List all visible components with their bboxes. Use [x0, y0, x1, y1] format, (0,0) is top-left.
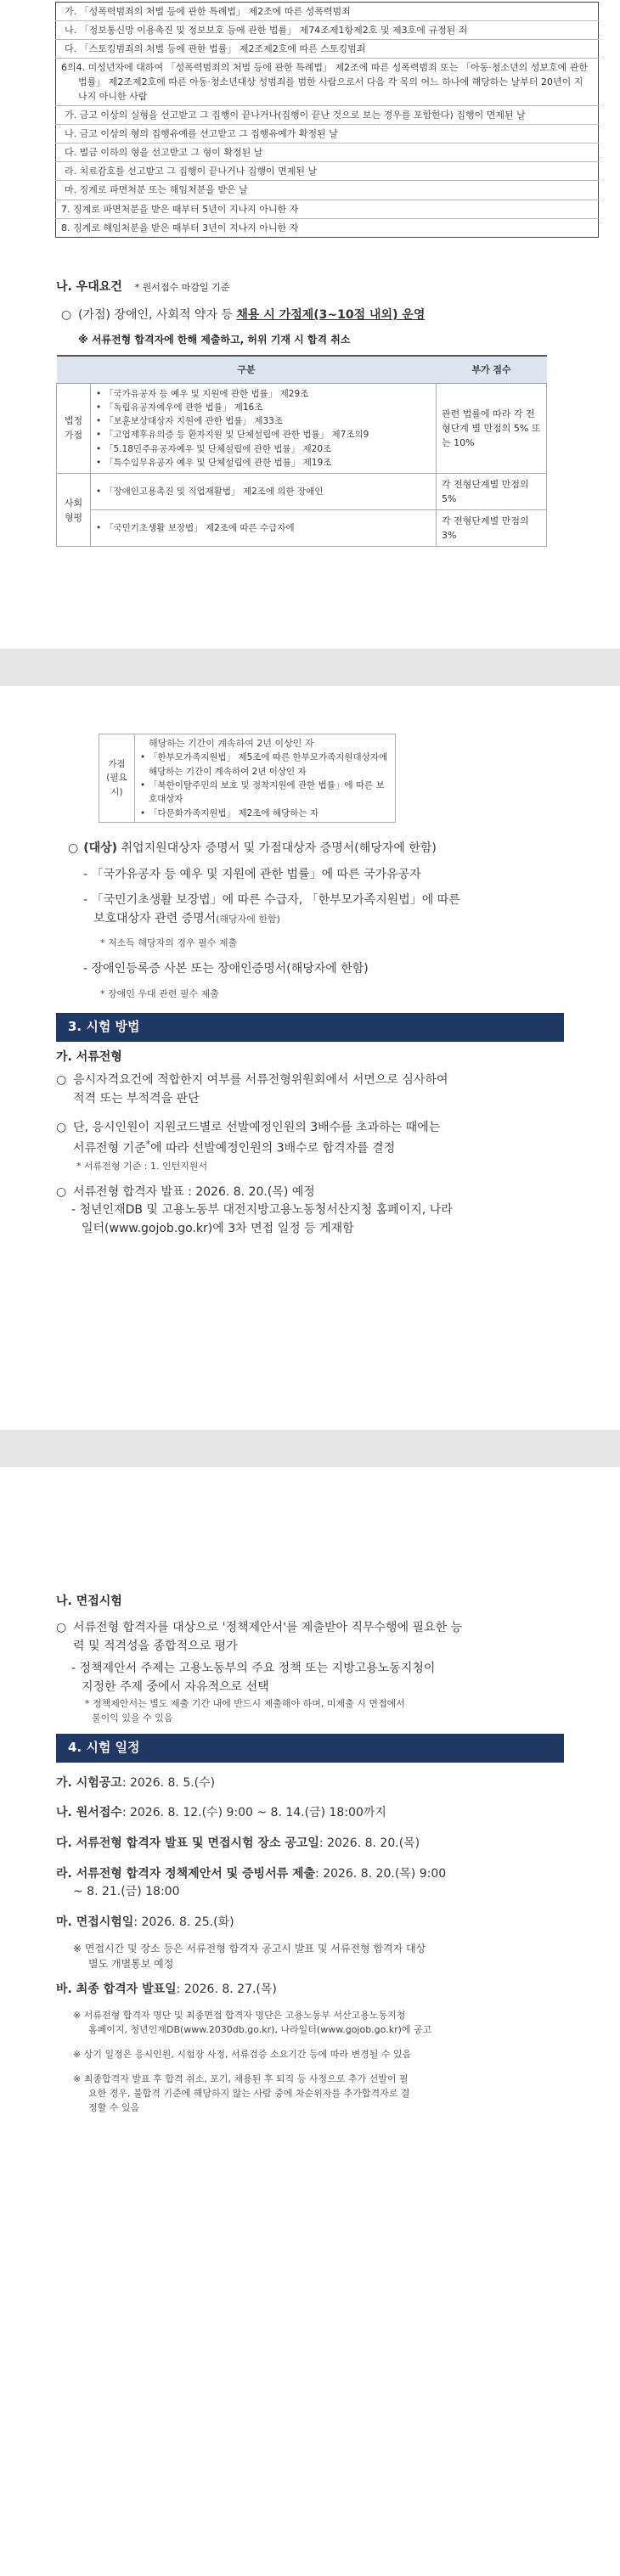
bonus-item: • 「특수임무유공자 예우 및 단체설립에 관한 법률」 제19조	[96, 456, 431, 470]
bonus-item: 해당하는 기간이 계속하여 2년 이상인 자	[149, 738, 314, 750]
schedule-note: 별도 개별통보 예정	[88, 1958, 174, 1971]
preference-line	[61, 307, 620, 325]
paragraph	[56, 1184, 620, 1202]
circle-bullet-icon: ○	[56, 1120, 67, 1134]
preference-heading-note: * 원서접수 마감일 기준	[134, 281, 230, 293]
target-sub: - 장애인등록증 사본 또는 장애인증명서(해당자에 한함)	[83, 961, 369, 976]
dq-row: 6의4. 미성년자에 대하여 「성폭력범죄의 처벌 등에 관한 특례법」 제2조에 따른 성폭력범죄 또는 「아동·청소년의 성보호에 관한 법률」 제2조제2호에 따른 아동·청소년대상 성범죄를 범한 사람으로서 다음 각 목의 어느 하나에 해당하는 날부터 20년이 지나지 아니한 사람	[56, 59, 599, 106]
target-sub: - 「국민기초생활 보장법」에 따른 수급자, 「한부모가족지원법」에 따른	[83, 893, 460, 908]
bonus-item: • 「북한이탈주민의 보호 및 정착지원에 관한 법률」에 따른 보호대상자	[140, 779, 390, 807]
paragraph-text: 서류전형 합격자를 대상으로 '정책제안서'를 제출받아 직무수행에 필요한 능	[73, 1621, 463, 1635]
page-break	[0, 1430, 620, 1467]
dq-row: 다. 「스토킹범죄의 처벌 등에 관한 법률」 제2조제2호에 따른 스토킹범죄	[56, 40, 599, 59]
preference-note: ※ 서류전형 합격자에 한해 제출하고, 허위 기재 시 합격 취소	[78, 333, 351, 346]
target-sub	[93, 910, 620, 929]
circle-bullet-icon: ○	[56, 1621, 67, 1635]
bonus-item: • 「다문화가족지원법」 제2조에 해당하는 자	[140, 807, 390, 820]
dq-row: 나. 「정보통신망 이용촉진 및 정보보호 등에 관한 법률」 제74조제1항제2호 및 제3호에 규정된 죄	[56, 21, 599, 40]
paragraph-text: 단, 응시인원이 지원코드별로 선발예정인원의 3배수를 초과하는 때에는	[73, 1120, 441, 1134]
schedule-note: 홈페이지, 청년인재DB(www.2030db.go.kr), 나라일터(www.gojob.go.kr)에 공고	[88, 2023, 432, 2035]
paragraph-text: 서류전형 합격자 발표 : 2026. 8. 20.(목) 예정	[73, 1184, 315, 1199]
bonus-group-label: 가점 (필요시)	[99, 734, 135, 822]
preference-heading-text: 나. 우대요건	[56, 279, 122, 294]
paragraph-text: 3차 면접 일정 등 게재함	[228, 1222, 354, 1236]
schedule-item	[56, 1804, 620, 1823]
schedule-value: : 2026. 8. 12.(수) 9:00 ~ 8. 14.(금) 18:00까지	[121, 1806, 386, 1820]
bonus-group-items	[135, 734, 396, 822]
paragraph: - 청년인재DB 및 고용노동부 대전지방고용노동청서산지청 홈페이지, 나라	[71, 1203, 453, 1218]
dq-row: 다. 벌금 이하의 형을 선고받고 그 형이 확정된 날	[56, 143, 599, 162]
schedule-label: 바. 최종 합격자 발표일	[56, 1982, 177, 1996]
schedule-note: ※ 상기 일정은 응시인원, 시험장 사정, 서류검증 소요기간 등에 따라 변경될 수 있음	[73, 2048, 412, 2060]
schedule-label: 마. 면접시험일	[56, 1915, 134, 1929]
bonus-group-items	[91, 383, 437, 474]
paragraph	[82, 1220, 620, 1239]
schedule-value: : 2026. 8. 5.(수)	[121, 1775, 216, 1790]
schedule-label: 라. 서류전형 합격자 정책제안서 및 증빙서류 제출	[56, 1866, 316, 1881]
paragraph-star: 불이익 있을 수 있음	[92, 1713, 173, 1724]
schedule-item	[56, 1981, 620, 1999]
paragraph: 적격 또는 부적격을 판단	[73, 1091, 200, 1105]
paragraph: - 정책제안서 주제는 고용노동부의 주요 정책 또는 지방고용노동지청이	[71, 1661, 436, 1675]
subsection-heading: 나. 면접시험	[56, 1594, 122, 1608]
target-star: * 장애인 우대 관련 필수 제출	[100, 988, 219, 1000]
paragraph	[56, 1071, 620, 1090]
target-line-text: 취업지원대상자 증명서 및 가점대상자 증명서(해당자에 한함)	[117, 841, 437, 855]
dq-row: 가. 금고 이상의 실형을 선고받고 그 집행이 끝나거나(집행이 끝난 것으로 보는 경우를 포함한다) 집행이 면제된 날	[56, 106, 599, 125]
schedule-note: 정할 수 있음	[88, 2101, 140, 2113]
paragraph-text: 일터(www.gojob.go.kr)에	[82, 1222, 228, 1236]
bonus-item: • 「5.18민주유공자예우 및 단체설립에 관한 법률」 제20조	[96, 442, 431, 456]
paragraph-text: 응시자격요건에 적합한지 여부를 서류전형위원회에서 서면으로 심사하여	[73, 1073, 448, 1088]
schedule-item	[56, 1865, 620, 1884]
bonus-group-items	[91, 474, 437, 510]
schedule-item	[56, 1914, 620, 1932]
bonus-score: 각 전형단계별 만점의 3%	[437, 510, 547, 547]
section-4-heading: 4. 시험 일정	[56, 1734, 564, 1762]
section-3-heading: 3. 시험 방법	[56, 1013, 564, 1041]
preference-heading	[56, 278, 620, 297]
circle-bullet-icon: ○	[68, 841, 79, 855]
circle-bullet-icon: ○	[56, 1073, 67, 1088]
paragraph: 력 및 적격성을 종합적으로 평가	[73, 1640, 238, 1654]
paragraph	[56, 1619, 620, 1638]
dq-row: 가. 「성폭력범죄의 처벌 등에 관한 특례법」 제2조에 따른 성폭력범죄	[65, 6, 351, 17]
paragraph	[56, 1119, 620, 1138]
schedule-item	[56, 1835, 620, 1853]
bonus-score: 관련 법률에 따라 각 전형단계 별 만점의 5% 또는 10%	[437, 383, 547, 474]
bonus-score: 각 전형단계별 만점의 5%	[437, 474, 547, 510]
target-line-bold: (대상)	[83, 841, 118, 855]
dq-row: 라. 치료감호를 선고받고 그 집행이 끝나거나 집행이 면제된 날	[56, 162, 599, 181]
schedule-value: : 2026. 8. 27.(목)	[176, 1982, 277, 1996]
circle-bullet-icon: ○	[61, 308, 72, 323]
paragraph-text: 에 따라 선발예정인원의 3배수로 합격자를 결정	[150, 1141, 396, 1156]
bonus-item: • 「보훈보상대상자 지원에 관한 법률」 제33조	[96, 414, 431, 428]
target-sub-note: (해당자에 한함)	[216, 913, 280, 925]
paragraph-star: * 서류전형 기준 : 1. 인턴지원서	[76, 1160, 208, 1172]
dq-row: 마. 징계로 파면처분 또는 해임처분을 받은 날	[56, 181, 599, 200]
bonus-group-label: 사회 형평	[57, 474, 91, 547]
dq-row: 나. 금고 이상의 형의 집행유예를 선고받고 그 집행유예가 확정된 날	[56, 125, 599, 143]
page-break	[0, 649, 620, 686]
target-sub-text: 보호대상자 관련 증명서	[93, 911, 217, 925]
bonus-item: • 「장애인고용촉진 및 직업재활법」 제2조에 의한 장애인	[96, 485, 431, 498]
bonus-item: • 「고엽제후유의증 등 환자지원 및 단체설립에 관한 법률」 제7조의9	[96, 428, 431, 442]
schedule-label: 가. 시험공고	[56, 1775, 122, 1790]
target-sub: - 「국가유공자 등 예우 및 지원에 관한 법률」에 따른 국가유공자	[83, 868, 421, 882]
target-star: * 저소득 해당자의 경우 필수 제출	[100, 936, 238, 948]
bonus-table-continued	[99, 734, 396, 822]
circle-bullet-icon: ○	[56, 1184, 67, 1199]
schedule-item	[56, 1775, 620, 1793]
bonus-group-label: 법정 가점	[57, 383, 91, 474]
schedule-value: : 2026. 8. 25.(화)	[133, 1915, 234, 1929]
schedule-label: 나. 원서접수	[56, 1806, 122, 1820]
schedule-label: 다. 서류전형 합격자 발표 및 면접시험 장소 공고일	[56, 1836, 319, 1850]
preference-line-text: (가점) 장애인, 사회적 약자 등	[78, 308, 237, 323]
disqualification-table	[55, 2, 599, 238]
bonus-item: • 「국가유공자 등 예우 및 지원에 관한 법률」 제29조	[96, 387, 431, 401]
bonus-table	[56, 355, 547, 548]
schedule-note: ※ 면접시간 및 장소 등은 서류전형 합격자 공고시 발표 및 서류전형 합격자 대상	[73, 1942, 426, 1954]
schedule-note: ※ 서류전형 합격자 명단 및 최종면접 합격자 명단은 고용노동부 서산고용노동지청	[73, 2009, 406, 2021]
preference-line-underlined: 채용 시 가점제(3~10점 내외) 운영	[236, 308, 426, 323]
paragraph-star: * 정책제안서는 별도 제출 기간 내에 반드시 제출해야 하며, 미제출 시 면접에서	[85, 1698, 405, 1710]
schedule-note: 요한 경우, 불합격 기준에 해당하지 않는 사람 중에 차순위자를 추가합격자로 결	[88, 2087, 410, 2099]
dq-row: 7. 징계로 파면처분을 받은 때부터 5년이 지나지 아니한 자	[56, 200, 599, 218]
schedule-value: : 2026. 8. 20.(목) 9:00	[315, 1866, 447, 1881]
schedule-value: ~ 8. 21.(금) 18:00	[73, 1885, 180, 1899]
schedule-value: : 2026. 8. 20.(목)	[318, 1836, 420, 1850]
schedule-note: ※ 최종합격자 발표 후 합격 취소, 포기, 채용된 후 퇴직 등 사정으로 추가 선발이 필	[73, 2073, 409, 2084]
dq-row: 8. 징계로 해임처분을 받은 때부터 3년이 지나지 아니한 자	[56, 218, 599, 237]
subsection-heading: 가. 서류전형	[56, 1049, 122, 1064]
paragraph: 지정한 주제 중에서 자유적으로 선택	[82, 1679, 269, 1694]
bonus-group-items	[91, 510, 437, 547]
paragraph-text: 서류전형 기준	[73, 1141, 146, 1156]
bonus-item: • 「국민기초생활 보장법」 제2조에 따른 수급자에	[96, 521, 431, 535]
paragraph: 서류전형 기준*에 따라 선발예정인원의 3배수로 합격자를 결정	[73, 1139, 396, 1156]
bonus-col-header: 구분	[57, 356, 437, 384]
bonus-item: • 「독립유공자예우에 관한 법률」 제16조	[96, 401, 431, 414]
bonus-col-header: 부가 점수	[437, 356, 547, 384]
target-line	[68, 840, 620, 858]
bonus-item: • 「한부모가족지원법」 제5조에 따른 한부모가족지원대상자에 해당하는 기간이 계속하여 2년 이상인 자	[140, 751, 390, 779]
